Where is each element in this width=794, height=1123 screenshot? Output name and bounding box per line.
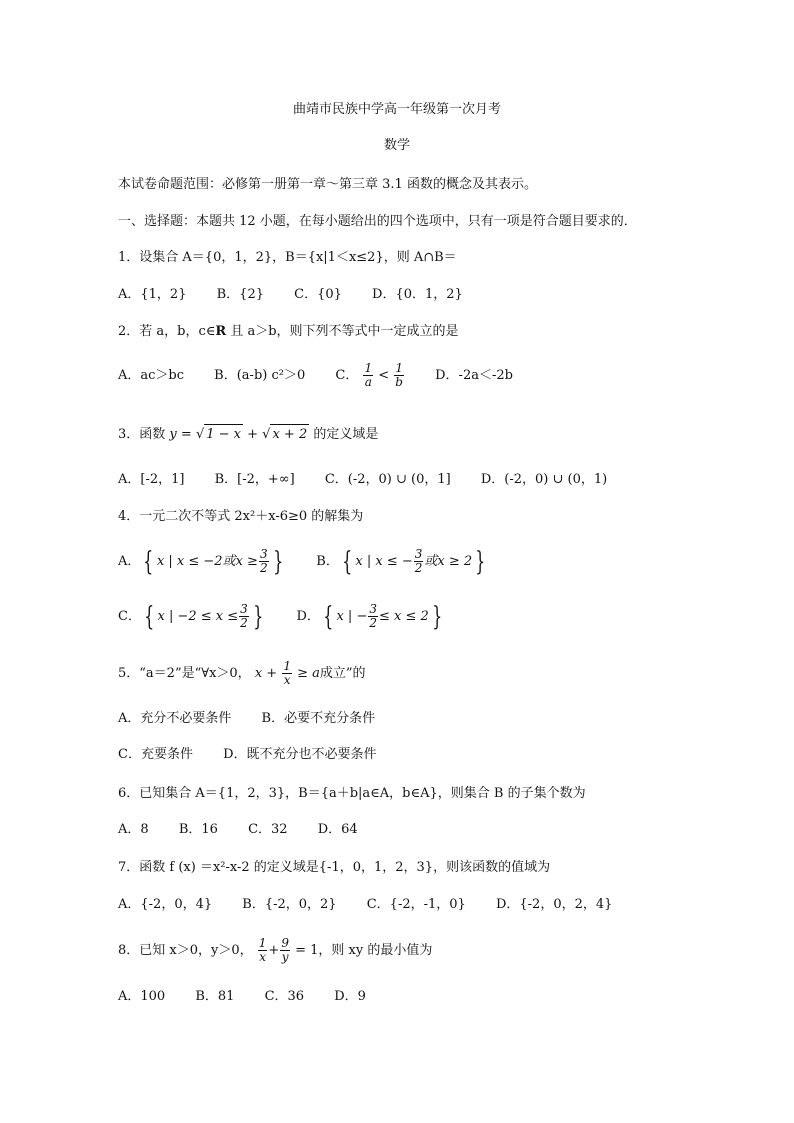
q6-option-d: D．64 bbox=[317, 822, 358, 837]
question-1-stem: 1．设集合 A＝{0，1，2}，B＝{x|1＜x≤2}，则 A∩B＝ bbox=[118, 250, 457, 265]
question-3-stem: 3．函数 y = √ 1 − x + √ x + 2 的定义域是 bbox=[118, 424, 378, 445]
q1-option-d: D．{0．1，2} bbox=[372, 287, 463, 302]
q6-option-c: C．32 bbox=[248, 822, 288, 837]
q3-option-d: D．(-2，0) ∪ (0，1) bbox=[480, 472, 608, 487]
q2-stem-post: 且 a＞b，则下列不等式中一定成立的是 bbox=[226, 324, 459, 339]
q8-eq: = 1 bbox=[290, 943, 319, 958]
exam-title: 曲靖市民族中学高一年级第一次月考 bbox=[292, 102, 501, 117]
right-brace-icon: } bbox=[253, 601, 264, 632]
frac-denominator: 2 bbox=[259, 561, 268, 575]
q1-option-b: B．{2} bbox=[216, 287, 264, 302]
q4-option-d-label: D． bbox=[296, 608, 320, 624]
q2-fraction-1-over-b bbox=[394, 362, 404, 389]
frac-denominator: b bbox=[395, 375, 403, 389]
q2-fraction-1-over-a bbox=[363, 362, 373, 389]
q8-post: ，则 xy 的最小值为 bbox=[318, 943, 433, 958]
section-heading: 一、选择题：本题共 12 小题，在每小题给出的四个选项中，只有一项是符合题目要求的． bbox=[118, 214, 637, 229]
frac-numerator: 9 bbox=[281, 936, 289, 950]
q3-post: 的定义域是 bbox=[309, 427, 379, 442]
right-brace-icon: } bbox=[272, 546, 283, 577]
q7-option-b: B．{-2，0，2} bbox=[242, 897, 337, 912]
frac-denominator: x bbox=[283, 673, 291, 687]
frac-denominator: 2 bbox=[369, 616, 377, 630]
exam-scope: 本试卷命题范围：必修第一册第一章～第三章 3.1 函数的概念及其表示。 bbox=[118, 177, 537, 192]
q2-option-d: D．-2a＜-2b bbox=[435, 368, 513, 383]
q3-pre: 3．函数 bbox=[118, 427, 170, 442]
q6-option-a: A．8 bbox=[118, 822, 149, 837]
frac-numerator: 1 bbox=[395, 361, 403, 375]
q8-plus: + bbox=[268, 943, 280, 958]
q3-option-a: A．[-2，1] bbox=[118, 472, 185, 487]
frac-numerator: 3 bbox=[240, 602, 248, 616]
frac-denominator: a bbox=[364, 375, 372, 389]
q5-option-a: A．充分不必要条件 bbox=[118, 711, 232, 726]
q4-option-a-label: A． bbox=[118, 553, 141, 569]
frac-denominator: y bbox=[281, 950, 289, 964]
question-8-options bbox=[118, 987, 392, 1007]
q7-option-c: C．{-2，-1，0} bbox=[366, 897, 466, 912]
q8-option-a: A．100 bbox=[118, 989, 166, 1004]
q7-option-a: A．{-2，0，4} bbox=[118, 897, 213, 912]
subject-title: 数学 bbox=[383, 138, 410, 153]
q4-option-c-label: C． bbox=[118, 608, 141, 624]
q5-post: 成立”的 bbox=[319, 666, 366, 681]
q4-option-a bbox=[118, 548, 286, 575]
q8-fraction-1 bbox=[258, 937, 268, 964]
question-2-stem bbox=[118, 322, 459, 342]
q4-option-c bbox=[118, 603, 266, 630]
q7-option-d: D．{-2，0，2，4} bbox=[495, 897, 613, 912]
question-6-options bbox=[118, 820, 384, 840]
q4-b-expr-pre: x | x ≤ − bbox=[355, 553, 413, 569]
q4-option-d bbox=[296, 603, 445, 630]
frac-numerator: 1 bbox=[364, 361, 373, 375]
q4-d-expr-pre: x | − bbox=[336, 608, 368, 624]
q3-radicand-2: x + 2 bbox=[270, 424, 309, 445]
q8-pre: 8．已知 x＞0，y＞0， bbox=[118, 943, 253, 958]
frac-numerator: 3 bbox=[414, 547, 423, 561]
question-2-options bbox=[118, 362, 539, 389]
frac-denominator: x bbox=[259, 950, 266, 964]
q1-option-c: C．{0} bbox=[294, 287, 342, 302]
question-4-stem: 4．一元二次不等式 2x²＋x-6≥0 的解集为 bbox=[118, 509, 364, 524]
q2-option-c bbox=[335, 362, 405, 389]
q8-option-c: C．36 bbox=[264, 989, 305, 1004]
q3-radicand-1: 1 − x bbox=[204, 424, 243, 445]
frac-numerator: 1 bbox=[258, 936, 267, 950]
q4-b-expr-post: 或x ≥ 2 bbox=[424, 553, 473, 569]
q3-y: y bbox=[169, 427, 177, 442]
question-5-options-ab bbox=[118, 709, 401, 729]
q4-option-b bbox=[316, 548, 488, 575]
q4-option-b-label: B． bbox=[316, 553, 339, 569]
q5-ineq: ≥ a bbox=[292, 666, 320, 681]
q3-option-c: C．(-2，0) ∪ (0，1] bbox=[324, 472, 451, 487]
left-brace-icon: { bbox=[143, 546, 154, 577]
q4-a-fraction bbox=[259, 548, 269, 575]
q4-d-expr-post: ≤ x ≤ 2 bbox=[378, 608, 429, 624]
q8-option-b: B．81 bbox=[195, 989, 235, 1004]
q3-plus: + bbox=[243, 427, 263, 442]
frac-denominator: 2 bbox=[414, 561, 423, 575]
q4-d-fraction bbox=[368, 603, 378, 630]
q4-c-expr: x | −2 ≤ x ≤ bbox=[157, 608, 239, 624]
question-5-options-cd bbox=[118, 745, 403, 765]
q2-relation: < bbox=[378, 368, 390, 383]
question-8-stem bbox=[118, 937, 432, 964]
question-5-stem bbox=[118, 660, 366, 687]
q5-pre: 5．“a＝2”是“∀x＞0， bbox=[118, 666, 251, 681]
right-brace-icon: } bbox=[475, 546, 486, 577]
question-7-options bbox=[118, 895, 638, 915]
q5-fraction bbox=[282, 660, 292, 687]
q8-option-d: D．9 bbox=[334, 989, 366, 1004]
q2-stem-pre: 2．若 a，b，c∈ bbox=[118, 324, 216, 339]
q5-x: x + bbox=[254, 666, 282, 681]
question-1-options bbox=[118, 285, 489, 305]
question-3-options bbox=[118, 470, 633, 490]
frac-denominator: 2 bbox=[240, 616, 248, 630]
q2-option-c-label: C． bbox=[335, 368, 359, 383]
q2-stem-real-set: R bbox=[215, 324, 227, 339]
left-brace-icon: { bbox=[144, 601, 155, 632]
q4-b-fraction bbox=[414, 548, 424, 575]
q3-eq: = bbox=[176, 427, 196, 442]
frac-numerator: 3 bbox=[259, 547, 268, 561]
q2-option-b: B．(a-b) c²＞0 bbox=[214, 368, 306, 383]
frac-numerator: 1 bbox=[283, 659, 291, 673]
question-4-options-cd bbox=[118, 603, 471, 630]
q1-option-a: A．{1，2} bbox=[118, 287, 187, 302]
q5-option-b: B．必要不充分条件 bbox=[261, 711, 376, 726]
right-brace-icon: } bbox=[432, 601, 443, 632]
q4-a-expr: x | x ≤ −2或x ≥ bbox=[156, 553, 258, 569]
question-7-stem: 7．函数 f (x) ＝x²-x-2 的定义域是{-1，0，1，2，3}，则该函数的值域为 bbox=[118, 860, 551, 875]
q5-option-c: C．充要条件 bbox=[118, 747, 193, 762]
q4-c-fraction bbox=[239, 603, 249, 630]
left-brace-icon: { bbox=[323, 601, 334, 632]
q8-fraction-2 bbox=[280, 937, 290, 964]
question-4-options-ab bbox=[118, 548, 515, 575]
left-brace-icon: { bbox=[342, 546, 353, 577]
q6-option-b: B．16 bbox=[178, 822, 218, 837]
q3-option-b: B．[-2，+∞] bbox=[214, 472, 295, 487]
q2-option-a: A．ac＞bc bbox=[118, 368, 185, 383]
q5-option-d: D．既不充分也不必要条件 bbox=[223, 747, 377, 762]
frac-numerator: 3 bbox=[369, 602, 377, 616]
question-6-stem: 6．已知集合 A＝{1，2，3}，B＝{a＋b|a∈A，b∈A}，则集合 B 的子集个数为 bbox=[118, 786, 586, 801]
